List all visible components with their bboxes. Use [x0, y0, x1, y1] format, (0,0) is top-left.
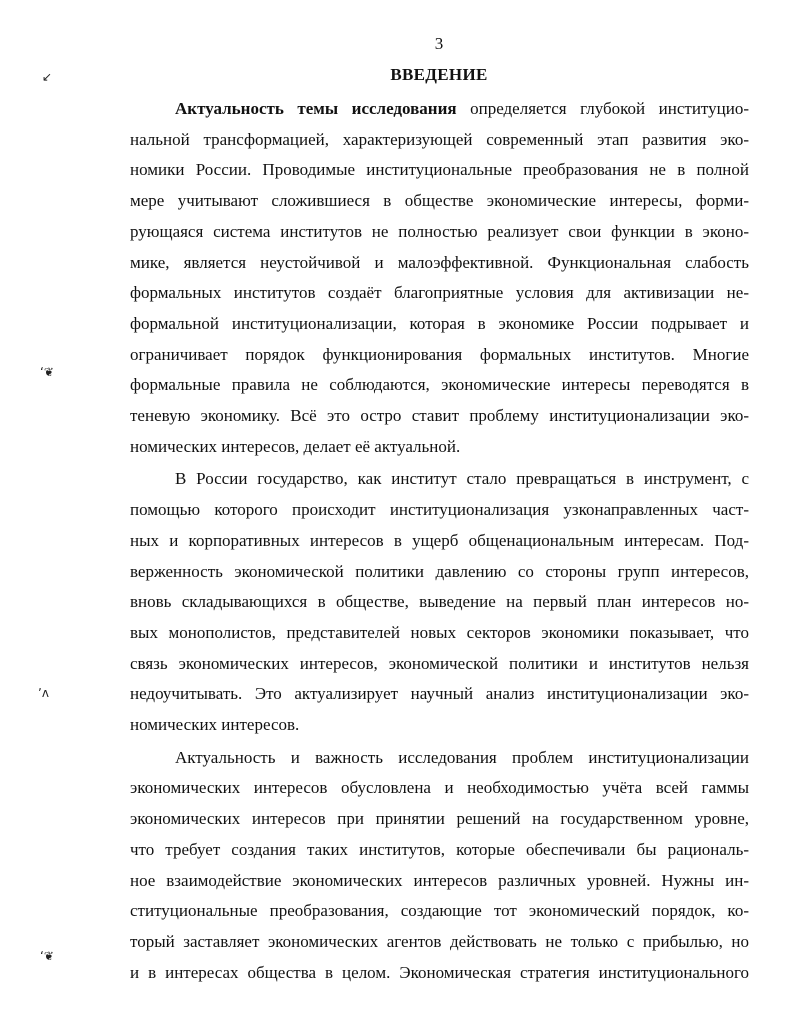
paragraph-line: вновь складывающихся в обществе, выведение на первый план интересов но-	[130, 592, 749, 612]
paragraph-line: Актуальность и важность исследования проблем институционализации	[175, 747, 749, 767]
scan-mark-icon: ↙	[42, 70, 53, 84]
paragraph-line: мере учитывают сложившиеся в обществе экономические интересы, форми-	[130, 191, 749, 211]
paragraph-line: теневую экономику. Всё это остро ставит проблему институционализации эко-	[130, 406, 749, 426]
paragraph-line: ституциональные преобразования, создающие тот экономический порядок, ко-	[130, 901, 749, 921]
paragraph-line: номики России. Проводимые институциональные преобразования не в полной	[130, 160, 749, 180]
scan-mark-icon: ʻ❦	[40, 949, 54, 963]
paragraph-line: помощью которого происходит институционализация узконаправленных част-	[130, 500, 749, 520]
paragraph-line: В России государство, как институт стало превращаться в инструмент, с	[175, 469, 749, 489]
body-text	[130, 94, 749, 988]
paragraph-line: номических интересов, делает её актуальной.	[130, 436, 461, 456]
paragraph-3	[130, 743, 749, 989]
scan-mark-icon: ʼᴧ	[38, 686, 49, 700]
paragraph-line: Актуальность темы исследования определяется глубокой институцио-	[175, 99, 749, 118]
paragraph-line: что требует создания таких институтов, которые обеспечивали бы рациональ-	[130, 839, 749, 859]
paragraph-1	[130, 94, 749, 462]
page-number: 3	[434, 34, 444, 53]
paragraph-line: формальной институционализации, которая в экономике России подрывает и	[130, 313, 749, 333]
paragraph-line: экономических интересов при принятии решений на государственном уровне,	[130, 809, 749, 829]
lead-phrase: Актуальность темы исследования	[175, 99, 457, 118]
paragraph-line: нальной трансформацией, характеризующей современный этап развития эко-	[130, 129, 749, 149]
paragraph-line: вых монополистов, представителей новых секторов экономики показывает, что	[130, 622, 749, 642]
paragraph-line: торый заставляет экономических агентов действовать не только с прибылью, но	[130, 931, 749, 951]
paragraph-line: формальные правила не соблюдаются, экономические интересы переводятся в	[130, 375, 749, 395]
page-title: ВВЕДЕНИЕ	[390, 65, 488, 84]
paragraph-line: недоучитывать. Это актуализирует научный анализ институционализации эко-	[130, 684, 749, 704]
scan-mark-icon: ʻ❦	[40, 365, 54, 379]
paragraph-line: ограничивает порядок функционирования формальных институтов. Многие	[130, 344, 749, 364]
paragraph-line: экономических интересов обусловлена и необходимостью учёта всей гаммы	[130, 778, 749, 798]
paragraph-line: верженность экономической политики давлению со стороны групп интересов,	[130, 561, 749, 581]
paragraph-line: формальных институтов создаёт благоприятные условия для активизации не-	[130, 283, 749, 303]
paragraph-line: номических интересов.	[130, 715, 300, 735]
paragraph-2	[130, 464, 749, 740]
paragraph-line: ное взаимодействие экономических интересов различных уровней. Нужны ин-	[130, 870, 749, 890]
paragraph-line: ных и корпоративных интересов в ущерб общенациональным интересам. Под-	[130, 530, 749, 550]
paragraph-line: и в интересах общества в целом. Экономическая стратегия институционального	[130, 962, 749, 982]
paragraph-line: мике, является неустойчивой и малоэффективной. Функциональная слабость	[130, 252, 749, 272]
paragraph-line: связь экономических интересов, экономической политики и институтов нельзя	[130, 653, 749, 673]
paragraph-line: рующаяся система институтов не полностью реализует свои функции в эконо-	[130, 221, 749, 241]
